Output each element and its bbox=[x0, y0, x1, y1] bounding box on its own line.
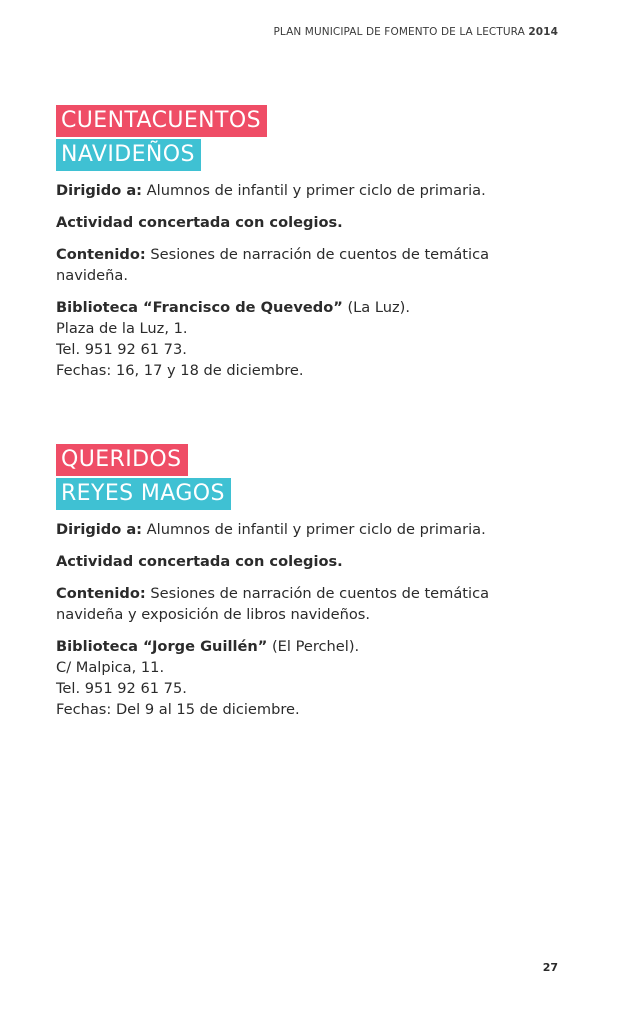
actividad-text: Actividad concertada con colegios. bbox=[56, 214, 343, 231]
dirigido-text: Alumnos de infantil y primer ciclo de primaria. bbox=[142, 521, 486, 538]
header-year: 2014 bbox=[528, 26, 558, 38]
page-number: 27 bbox=[542, 961, 558, 974]
contenido-text: Sesiones de narración de cuentos de temática navideña y exposición de libros navideños. bbox=[56, 585, 490, 623]
address-line: Plaza de la Luz, 1. bbox=[56, 320, 188, 337]
biblioteca-text: (La Luz). bbox=[342, 299, 410, 316]
tel-line: Tel. 951 92 61 73. bbox=[56, 341, 187, 358]
biblioteca-line bbox=[56, 297, 556, 318]
dirigido-paragraph bbox=[56, 519, 556, 540]
contenido-label: Contenido: bbox=[56, 585, 146, 602]
fechas-line: Fechas: Del 9 al 15 de diciembre. bbox=[56, 701, 300, 718]
header-title: PLAN MUNICIPAL DE FOMENTO DE LA LECTURA bbox=[273, 26, 525, 38]
contenido-paragraph bbox=[56, 244, 556, 286]
actividad-paragraph bbox=[56, 551, 556, 572]
section-title-line1: QUERIDOS bbox=[56, 444, 188, 476]
contenido-paragraph bbox=[56, 583, 556, 625]
dirigido-paragraph bbox=[56, 180, 556, 201]
biblioteca-text: (El Perchel). bbox=[267, 638, 360, 655]
section-body bbox=[56, 180, 556, 381]
activity-section-reyes-magos bbox=[56, 444, 556, 720]
library-info bbox=[56, 636, 556, 720]
activity-section-cuentacuentos bbox=[56, 105, 556, 381]
actividad-paragraph bbox=[56, 212, 556, 233]
fechas-line: Fechas: 16, 17 y 18 de diciembre. bbox=[56, 362, 304, 379]
contenido-text: Sesiones de narración de cuentos de temática navideña. bbox=[56, 246, 490, 284]
address-line: C/ Malpica, 11. bbox=[56, 659, 165, 676]
running-header bbox=[274, 26, 559, 38]
section-title-line2: NAVIDEÑOS bbox=[56, 139, 201, 171]
dirigido-label: Dirigido a: bbox=[56, 521, 143, 538]
section-title-line2: REYES MAGOS bbox=[56, 478, 231, 510]
biblioteca-line bbox=[56, 636, 556, 657]
biblioteca-label: Biblioteca “Jorge Guillén” bbox=[56, 638, 268, 655]
library-info bbox=[56, 297, 556, 381]
dirigido-text: Alumnos de infantil y primer ciclo de primaria. bbox=[142, 182, 486, 199]
actividad-text: Actividad concertada con colegios. bbox=[56, 553, 343, 570]
section-title-line1: CUENTACUENTOS bbox=[56, 105, 267, 137]
section-body bbox=[56, 519, 556, 720]
dirigido-label: Dirigido a: bbox=[56, 182, 143, 199]
contenido-label: Contenido: bbox=[56, 246, 146, 263]
tel-line: Tel. 951 92 61 75. bbox=[56, 680, 187, 697]
biblioteca-label: Biblioteca “Francisco de Quevedo” bbox=[56, 299, 343, 316]
